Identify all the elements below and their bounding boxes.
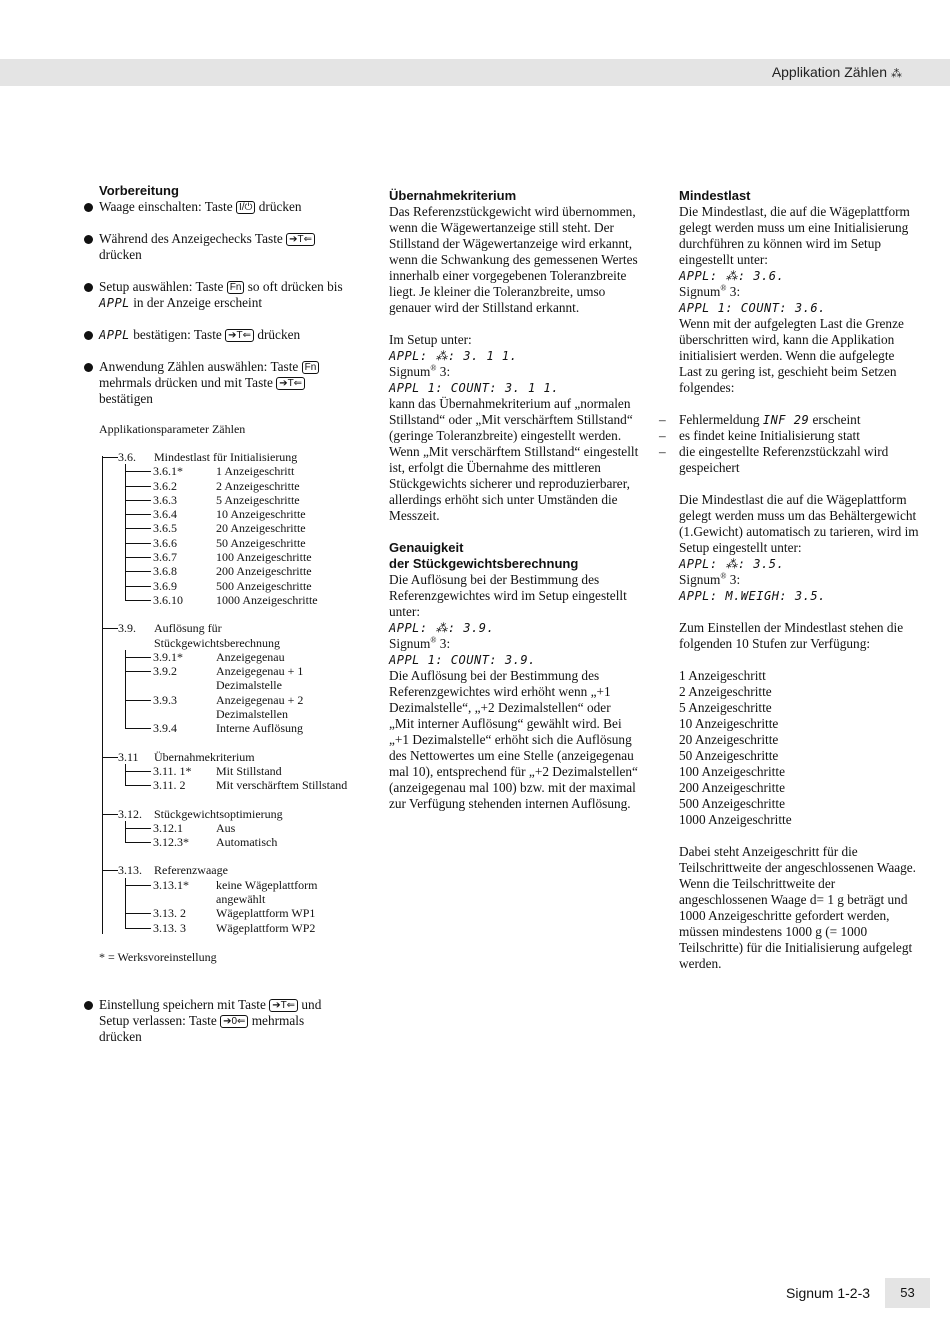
- tree-option-label: 20 Anzeigeschritte: [216, 521, 306, 536]
- tree-option: [125, 821, 349, 835]
- tree-option: [125, 579, 349, 593]
- tree-option-number: 3.9.3: [153, 692, 177, 707]
- list-item: 1 Anzeigeschritt: [679, 668, 766, 683]
- tree-option-label: Anzeigegenau: [216, 649, 285, 664]
- tree-option: [125, 906, 349, 920]
- column-preparation: [99, 183, 349, 1061]
- tree-group: [99, 750, 349, 793]
- tree-option: [125, 650, 349, 664]
- list-item: – die eingestellte Referenzstückzahl wird gespeichert: [679, 444, 919, 476]
- tree-group-label: Stückgewichtsoptimierung: [154, 806, 283, 821]
- paragraph: Die Mindestlast, die auf die Wägeplattform gelegt werden muss um eine Initialisierung durchführen zu können wird im Setup eingestellt unter:: [679, 204, 910, 267]
- tree-option-number: 3.9.2: [153, 664, 177, 679]
- tree-option: [125, 721, 349, 735]
- tree-option-label: Interne Auflösung: [216, 721, 303, 736]
- step-power-on: Waage einschalten: Taste I/⏻ drücken: [99, 199, 349, 215]
- tree-group-header: [118, 863, 349, 877]
- parameter-tree: [99, 450, 349, 935]
- tree-option: [125, 564, 349, 578]
- setup-label: Im Setup unter:: [389, 332, 472, 347]
- tree-option: [125, 550, 349, 564]
- paragraph: Die Mindestlast die auf die Wägeplattform gelegt werden muss um das Behältergewicht (1.Gewicht) automatisch zu tarieren, wird im Setup eingestellt unter:: [679, 492, 919, 555]
- tree-option-number: 3.6.10: [153, 592, 183, 607]
- tree-option-number: 3.6.2: [153, 478, 177, 493]
- tree-group-header: [118, 450, 349, 464]
- list-item: 100 Anzeigeschritte: [679, 764, 785, 779]
- tree-option-number: 3.12.1: [153, 820, 183, 835]
- heading-uebernahmekriterium: Übernahmekriterium: [389, 188, 517, 203]
- list-item: 500 Anzeigeschritte: [679, 796, 785, 811]
- column-criteria: [389, 188, 639, 812]
- list-item: 20 Anzeigeschritte: [679, 732, 779, 747]
- tree-group: [99, 863, 349, 934]
- tree-option: [125, 693, 349, 722]
- tree-option-number: 3.9.4: [153, 721, 177, 736]
- tare-key-icon: ➔T⇐: [269, 999, 298, 1012]
- zero-key-icon: ➔0⇐: [220, 1015, 248, 1028]
- tree-option-label: Mit verschärftem Stillstand: [216, 778, 348, 793]
- tree-title: Applikationsparameter Zählen: [99, 422, 246, 436]
- tree-group-header: [118, 750, 349, 764]
- paragraph: Wenn mit der aufgelegten Last die Grenze überschritten wird, kann die Applikation initialisiert werden. Wenn die aufgelegte Last zu gering ist, geschieht beim Setzen folgendes:: [679, 316, 904, 395]
- tare-key-icon: ➔T⇐: [225, 329, 254, 342]
- tree-group-label: Referenzwaage: [154, 863, 228, 878]
- tree-option-label: Wägeplattform WP2: [216, 920, 316, 935]
- tree-option-number: 3.6.8: [153, 564, 177, 579]
- paragraph: Das Referenzstückgewicht wird übernommen, wenn die Wägewertanzeige still steht. Der Stillstand der Wägewertanzeige wird erkannt, wenn die Schwankung des gemessenen Wertes innerhalb einer vorgegebenen Toleranzbreite liegt. Je kleiner die Toleranzbreite, umso genauer wird der Stillstand erkannt.: [389, 204, 638, 315]
- tree-option-label: Mit Stillstand: [216, 763, 282, 778]
- list-item: 1000 Anzeigeschritte: [679, 812, 792, 827]
- list-item: 200 Anzeigeschritte: [679, 780, 785, 795]
- display-code: APPL: ⁂: 3.6.: [679, 269, 785, 283]
- tree-option-label: Wägeplattform WP1: [216, 906, 316, 921]
- tree-option-label: 1000 Anzeigeschritte: [216, 592, 318, 607]
- fn-key-icon: Fn: [227, 281, 245, 294]
- list-item: – Fehlermeldung INF 29 erscheint: [679, 412, 919, 428]
- list-item: 10 Anzeigeschritte: [679, 716, 779, 731]
- tree-option-number: 3.6.1*: [153, 464, 183, 479]
- tree-group-number: 3.13.: [118, 863, 142, 878]
- heading-mindestlast: Mindestlast: [679, 188, 751, 203]
- tree-option-number: 3.11. 1*: [153, 763, 192, 778]
- tree-option: [125, 764, 349, 778]
- tree-option-number: 3.9.1*: [153, 649, 183, 664]
- tree-option: [125, 536, 349, 550]
- section-title: [772, 64, 900, 82]
- tree-option-label: 5 Anzeigeschritte: [216, 492, 300, 507]
- fn-key-icon: Fn: [302, 361, 320, 374]
- tree-option: [125, 835, 349, 849]
- tree-option-number: 3.6.4: [153, 507, 177, 522]
- paragraph: Zum Einstellen der Mindestlast stehen die folgenden 10 Stufen zur Verfügung:: [679, 620, 904, 651]
- display-code: APPL: ⁂: 3.5.: [679, 557, 785, 571]
- tare-key-icon: ➔T⇐: [286, 233, 315, 246]
- tree-option-number: 3.6.6: [153, 535, 177, 550]
- tree-option-number: 3.6.7: [153, 550, 177, 565]
- list-item: 50 Anzeigeschritte: [679, 748, 779, 763]
- tree-option-number: 3.13.1*: [153, 877, 189, 892]
- tree-option: [125, 507, 349, 521]
- display-code: APPL 1: COUNT: 3.9.: [389, 653, 536, 667]
- power-key-icon: I/⏻: [236, 201, 255, 214]
- display-code: APPL: [99, 328, 130, 342]
- tree-option-label: Aus: [216, 820, 236, 835]
- tree-group-number: 3.11: [118, 749, 139, 764]
- tree-option-label: 10 Anzeigeschritte: [216, 507, 306, 522]
- display-code: APPL: ⁂: 3. 1 1.: [389, 349, 518, 363]
- column-minimum-load: [679, 188, 919, 972]
- step-select-counting: Anwendung Zählen auswählen: Taste Fn mehrmals drücken und mit Taste ➔T⇐ bestätigen: [99, 359, 349, 407]
- tree-option-label: 2 Anzeigeschritte: [216, 478, 300, 493]
- tree-group-label: Übernahmekriterium: [154, 749, 255, 764]
- heading-vorbereitung: Vorbereitung: [99, 183, 179, 198]
- tree-option-label: 50 Anzeigeschritte: [216, 535, 306, 550]
- tree-group-label: Mindestlast für Initialisierung: [154, 450, 298, 464]
- tree-option-label: 1 Anzeigeschritt: [216, 464, 295, 479]
- page-number: 53: [885, 1278, 930, 1308]
- tree-option-number: 3.6.5: [153, 521, 177, 536]
- tree-option-number: 3.6.3: [153, 492, 177, 507]
- tree-option-label: 500 Anzeigeschritte: [216, 578, 312, 593]
- signum-line: Signum® 3:: [679, 571, 741, 587]
- tree-option-label: 200 Anzeigeschritte: [216, 564, 312, 579]
- tree-group: [99, 807, 349, 850]
- display-code: APPL: M.WEIGH: 3.5.: [679, 589, 826, 603]
- tree-option-number: 3.12.3*: [153, 835, 189, 850]
- signum-line: Signum® 3:: [679, 283, 741, 299]
- step-save-exit: Einstellung speichern mit Taste ➔T⇐ und Setup verlassen: Taste ➔0⇐ mehrmals drücken: [99, 997, 349, 1045]
- tree-option-label: Anzeigegenau + 2 Dezimalstellen: [216, 692, 304, 722]
- tree-option-label: Anzeigegenau + 1 Dezimalstelle: [216, 664, 304, 693]
- tree-option-label: Automatisch: [216, 835, 278, 850]
- section-title-text: Applikation Zählen: [771, 64, 887, 80]
- display-code: APPL 1: COUNT: 3.6.: [679, 301, 826, 315]
- tree-option-label: keine Wägeplattform angewählt: [216, 877, 318, 907]
- tree-option: [125, 878, 349, 907]
- tree-option-number: 3.11. 2: [153, 778, 186, 793]
- tree-group: [99, 621, 349, 735]
- step-confirm-appl: APPL bestätigen: Taste ➔T⇐ drücken: [99, 327, 349, 343]
- heading-stueckgewicht: der Stückgewichtsberechnung: [389, 556, 579, 571]
- list-item: 5 Anzeigeschritte: [679, 700, 772, 715]
- tree-group-number: 3.12.: [118, 806, 142, 821]
- paragraph: Dabei steht Anzeigeschritt für die Teilschrittweite der angeschlossenen Waage. Wenn die Teilschrittweite der angeschlossenen Waage d= 1 g beträgt und 1000 Anzeigeschritte gefordert werden, müssen mindestens 1000 g (= 1000 Teilschritte) für die Initialisierung aufgelegt werden.: [679, 844, 917, 971]
- tree-option: [125, 493, 349, 507]
- tree-group-header: [118, 621, 349, 650]
- step-display-check: Während des Anzeigechecks Taste ➔T⇐ drücken: [99, 231, 349, 263]
- tree-option: [125, 593, 349, 607]
- tree-option-label: 100 Anzeigeschritte: [216, 550, 312, 565]
- triangle-dots-icon: ⁂: [891, 68, 900, 80]
- list-item: 2 Anzeigeschritte: [679, 684, 772, 699]
- tree-group-number: 3.9.: [118, 621, 136, 636]
- tree-group-number: 3.6.: [118, 450, 136, 464]
- tree-option: [125, 521, 349, 535]
- signum-line: Signum® 3:: [389, 635, 451, 651]
- tree-option-number: 3.13. 2: [153, 906, 186, 921]
- step-list: [679, 668, 919, 828]
- display-code: APPL 1: COUNT: 3. 1 1.: [389, 381, 559, 395]
- heading-genauigkeit: Genauigkeit: [389, 540, 464, 555]
- tree-option-number: 3.6.9: [153, 578, 177, 593]
- tree-option: [125, 778, 349, 792]
- list-item: – es findet keine Initialisierung statt: [679, 428, 919, 444]
- display-code: APPL: ⁂: 3.9.: [389, 621, 495, 635]
- tree-group-label: Auflösung für Stückgewichtsberechnung: [154, 621, 280, 650]
- signum-line: Signum® 3:: [389, 363, 451, 379]
- paragraph: Die Auflösung bei der Bestimmung des Referenzgewichtes wird erhöht wenn „+1 Dezimalstelle“, „+2 Dezimalstellen“ oder „Mit interner Auflösung“ gewählt wird. Bei „+1 Dezimalstelle“ erhöht sich die Auflösung des Nettowertes um eine Stelle (anzeigegenau mal 10), entsprechend für „+2 Dezimalstellen“ (anzeigegenau mal 100) bzw. mit der maximal zur Verfügung stehenden internen Auflösung.: [389, 668, 638, 811]
- display-code: APPL: [99, 296, 130, 310]
- tree-group-header: [118, 807, 349, 821]
- tree-option: [125, 464, 349, 478]
- step-select-setup: Setup auswählen: Taste Fn so oft drücken bis APPL in der Anzeige erscheint: [99, 279, 349, 311]
- footer-brand: Signum 1-2-3: [786, 1285, 871, 1301]
- tare-key-icon: ➔T⇐: [276, 377, 305, 390]
- paragraph: kann das Übernahmekriterium auf „normalen Stillstand“ oder „Mit verschärftem Stillstand“ (geringe Toleranzbreite) eingestellt werden. Wenn „Mit verschärftem Stillstand“ eingestellt ist, erfolgt die Übernahme des mittleren Stückgewichts sicherer und reproduzierbarer, allerdings erhöht sich unter Umständen die Messzeit.: [389, 396, 639, 523]
- tree-option: [125, 664, 349, 693]
- tree-option-number: 3.13. 3: [153, 920, 186, 935]
- tree-group: [99, 450, 349, 607]
- paragraph: Die Auflösung bei der Bestimmung des Referenzgewichtes wird im Setup eingestellt unter:: [389, 572, 627, 619]
- footnote: * = Werksvoreinstellung: [99, 949, 217, 964]
- page-header-bar: [0, 59, 950, 86]
- tree-option: [125, 479, 349, 493]
- tree-option: [125, 921, 349, 935]
- display-code: INF 29: [762, 413, 810, 427]
